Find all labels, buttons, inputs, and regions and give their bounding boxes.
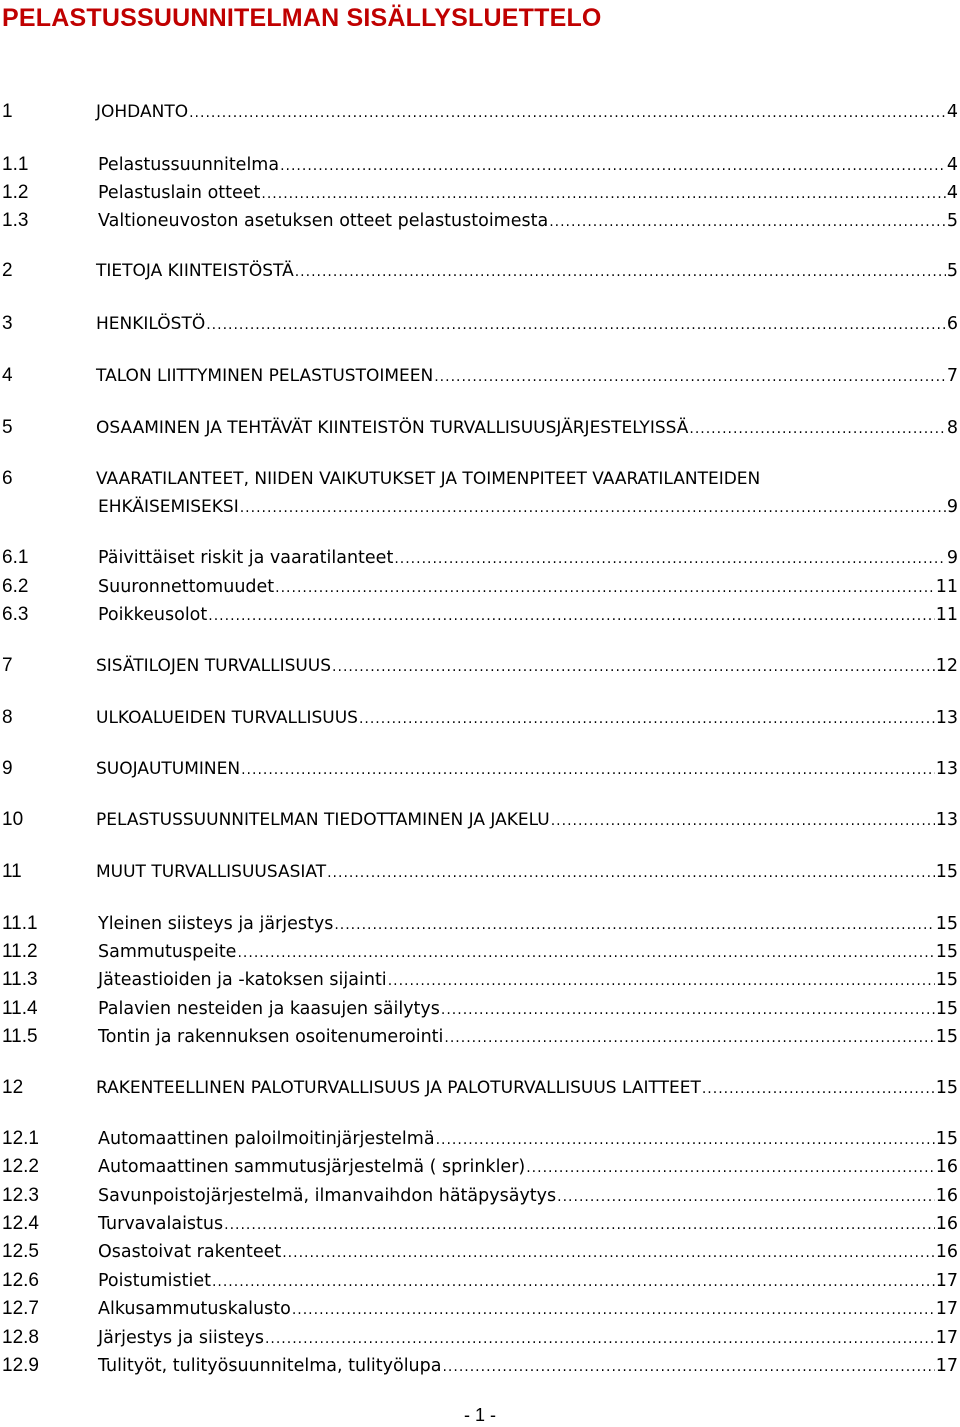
toc-entry-page: 17: [935, 1271, 958, 1291]
toc-entry[interactable]: [2, 939, 958, 965]
toc-entry-page: 15: [935, 1078, 958, 1098]
toc-entry-page: 15: [935, 999, 958, 1019]
toc-entry-number: 3: [2, 313, 13, 334]
toc-entry-page: 11: [935, 577, 958, 597]
toc-entry-number: 11.5: [2, 1026, 38, 1047]
toc-entry-page: 4: [946, 183, 958, 203]
dot-leader: [275, 575, 935, 601]
toc-entry-number: 2: [2, 260, 13, 281]
toc-entry-number: 12.5: [2, 1241, 39, 1262]
toc-entry-number: 8: [2, 707, 13, 728]
dot-leader: [280, 153, 946, 179]
toc-entry-number: 11: [2, 861, 22, 882]
toc-entry-page: 4: [946, 102, 958, 122]
dot-leader: [444, 1025, 934, 1051]
toc-entry-page: 15: [935, 914, 958, 934]
toc-entry-page: 16: [935, 1186, 958, 1206]
toc-entry-label: TALON LIITTYMINEN PELASTUSTOIMEEN: [96, 366, 434, 386]
dot-leader: [208, 603, 934, 629]
toc-entry-page: 8: [946, 418, 958, 438]
dot-leader: [441, 997, 935, 1023]
toc-entry[interactable]: [2, 1075, 958, 1101]
toc-entry-page: 15: [935, 942, 958, 962]
toc-entry-page: 5: [946, 211, 958, 231]
toc-entry[interactable]: [2, 1296, 958, 1322]
dot-leader: [689, 416, 945, 442]
dot-leader: [442, 1354, 934, 1380]
dot-leader: [237, 940, 934, 966]
toc-entry-number: 12.8: [2, 1327, 39, 1348]
toc-entry-page: 13: [935, 759, 958, 779]
toc-entry-label: OSAAMINEN JA TEHTÄVÄT KIINTEISTÖN TURVALLISUUSJÄRJESTELYISSÄ: [96, 418, 689, 438]
toc-entry[interactable]: [2, 152, 958, 178]
toc-entry-label: Poistumistiet: [98, 1271, 211, 1291]
dot-leader: [394, 546, 946, 572]
toc-entry[interactable]: [2, 996, 958, 1022]
dot-leader: [189, 100, 946, 126]
toc-entry-page: 4: [946, 155, 958, 175]
toc-entry-label: Päivittäiset riskit ja vaaratilanteet: [98, 548, 394, 568]
toc-entry-number: 7: [2, 655, 13, 676]
toc-entry[interactable]: [2, 545, 958, 571]
toc-entry-label: JOHDANTO: [96, 102, 189, 122]
toc-entry-label: Automaattinen paloilmoitinjärjestelmä: [98, 1129, 435, 1149]
toc-entry-label: Osastoivat rakenteet: [98, 1242, 282, 1262]
toc-entry-page: 16: [935, 1242, 958, 1262]
toc-entry[interactable]: [2, 807, 958, 833]
toc-entry-number: 12: [2, 1077, 24, 1098]
toc-entry-page: 16: [935, 1214, 958, 1234]
toc-entry-page: 17: [935, 1299, 958, 1319]
toc-entry[interactable]: [2, 1183, 958, 1209]
dot-leader: [295, 259, 946, 285]
toc-entry[interactable]: [2, 911, 958, 937]
toc-entry[interactable]: [2, 1211, 958, 1237]
toc-entry-number: 1.3: [2, 210, 29, 231]
toc-entry-label: Jäteastioiden ja -katoksen sijainti: [98, 970, 387, 990]
dot-leader: [436, 1127, 935, 1153]
dot-leader: [240, 495, 946, 521]
dot-leader: [549, 209, 946, 235]
toc-entry-label: Järjestys ja siisteys: [98, 1328, 264, 1348]
toc-entry-number: 12.4: [2, 1213, 39, 1234]
toc-entry-label: HENKILÖSTÖ: [96, 314, 206, 334]
toc-entry-page: 13: [935, 810, 958, 830]
toc-entry-number: 6.1: [2, 547, 29, 568]
dot-leader: [206, 312, 946, 338]
dot-leader: [526, 1155, 934, 1181]
toc-entry[interactable]: [2, 574, 958, 600]
document-title: PELASTUSSUUNNITELMAN SISÄLLYSLUETTELO: [2, 4, 602, 32]
dot-leader: [702, 1076, 935, 1102]
toc-entry-page: 11: [935, 605, 958, 625]
page-number-footer: - 1 -: [463, 1405, 496, 1425]
toc-entry-number: 10: [2, 809, 24, 830]
toc-entry[interactable]: [2, 1024, 958, 1050]
toc-entry-page: 5: [946, 261, 958, 281]
toc-entry-number: 1: [2, 101, 13, 122]
toc-entry-number: 12.7: [2, 1298, 39, 1319]
toc-entry-page: 12: [935, 656, 958, 676]
toc-entry[interactable]: [2, 180, 958, 206]
toc-entry-continuation[interactable]: [2, 494, 958, 520]
toc-entry[interactable]: [2, 1325, 958, 1351]
toc-entry-page: 17: [935, 1328, 958, 1348]
toc-entry[interactable]: [2, 1268, 958, 1294]
toc-entry[interactable]: [2, 466, 958, 492]
toc-entry-label: Automaattinen sammutusjärjestelmä ( sprinkler): [98, 1157, 526, 1177]
toc-entry-label: ULKOALUEIDEN TURVALLISUUS: [96, 708, 358, 728]
toc-entry-label: RAKENTEELLINEN PALOTURVALLISUUS JA PALOTURVALLISUUS LAITTEET: [96, 1078, 701, 1098]
dot-leader: [261, 181, 945, 207]
toc-entry-label: Valtioneuvoston asetuksen otteet pelastustoimesta: [98, 211, 549, 231]
toc-entry-page: 15: [935, 862, 958, 882]
toc-entry-label: MUUT TURVALLISUUSASIAT: [96, 862, 327, 882]
toc-entry-label: Poikkeusolot: [98, 605, 208, 625]
toc-entry-number: 6: [2, 468, 13, 489]
dot-leader: [327, 860, 935, 886]
toc-entry-label: Pelastussuunnitelma: [98, 155, 280, 175]
toc-entry-page: 9: [946, 497, 958, 517]
dot-leader: [332, 654, 935, 680]
toc-entry-number: 11.1: [2, 913, 38, 934]
dot-leader: [334, 912, 934, 938]
toc-entry-page: 15: [935, 1027, 958, 1047]
toc-entry-number: 12.1: [2, 1128, 39, 1149]
toc-entry[interactable]: [2, 859, 958, 885]
toc-entry-label: Suuronnettomuudet: [98, 577, 275, 597]
toc-entry-number: 1.2: [2, 182, 29, 203]
toc-entry[interactable]: [2, 967, 958, 993]
toc-entry-label: Tontin ja rakennuksen osoitenumerointi: [98, 1027, 444, 1047]
dot-leader: [292, 1297, 935, 1323]
toc-entry[interactable]: [2, 1154, 958, 1180]
toc-entry-label: Sammutuspeite: [98, 942, 237, 962]
toc-entry[interactable]: [2, 653, 958, 679]
toc-entry-number: 11.2: [2, 941, 38, 962]
toc-entry-number: 12.3: [2, 1185, 39, 1206]
toc-entry-number: 6.2: [2, 576, 29, 597]
toc-entry-label: Savunpoistojärjestelmä, ilmanvaihdon hätäpysäytys: [98, 1186, 557, 1206]
toc-entry-page: 9: [946, 548, 958, 568]
toc-entry-label: Pelastuslain otteet: [98, 183, 261, 203]
dot-leader: [434, 364, 946, 390]
toc-entry[interactable]: [2, 1239, 958, 1265]
toc-entry-page: 16: [935, 1157, 958, 1177]
toc-entry-label: TIETOJA KIINTEISTÖSTÄ: [96, 261, 294, 281]
toc-entry-label: VAARATILANTEET, NIIDEN VAIKUTUKSET JA TOIMENPITEET VAARATILANTEIDEN: [96, 469, 761, 489]
toc-entry-page: 7: [946, 366, 958, 386]
toc-entry[interactable]: [2, 602, 958, 628]
toc-entry[interactable]: [2, 705, 958, 731]
dot-leader: [282, 1240, 935, 1266]
toc-entry[interactable]: [2, 208, 958, 234]
toc-entry-label: SUOJAUTUMINEN: [96, 759, 241, 779]
toc-entry-number: 4: [2, 365, 13, 386]
toc-entry-label: SISÄTILOJEN TURVALLISUUS: [96, 656, 332, 676]
toc-entry[interactable]: [2, 258, 958, 284]
toc-entry[interactable]: [2, 1126, 958, 1152]
toc-entry-number: 1.1: [2, 154, 29, 175]
toc-entry-page: 6: [946, 314, 958, 334]
dot-leader: [224, 1212, 935, 1238]
toc-entry-label: PELASTUSSUUNNITELMAN TIEDOTTAMINEN JA JAKELU: [96, 810, 550, 830]
toc-entry[interactable]: [2, 415, 958, 441]
toc-entry-label: Alkusammutuskalusto: [98, 1299, 291, 1319]
toc-entry-number: 12.9: [2, 1355, 39, 1376]
dot-leader: [241, 757, 935, 783]
toc-entry-label: Palavien nesteiden ja kaasujen säilytys: [98, 999, 440, 1019]
toc-entry-number: 6.3: [2, 604, 29, 625]
toc-entry-number: 12.6: [2, 1270, 39, 1291]
dot-leader: [212, 1269, 935, 1295]
toc-entry-number: 5: [2, 417, 13, 438]
toc-entry-page: 17: [935, 1356, 958, 1376]
dot-leader: [388, 968, 935, 994]
toc-entry[interactable]: [2, 1353, 958, 1379]
dot-leader: [265, 1326, 935, 1352]
toc-entry-number: 12.2: [2, 1156, 39, 1177]
toc-entry[interactable]: [2, 311, 958, 337]
toc-entry-number: 11.3: [2, 969, 38, 990]
toc-entry-number: 11.4: [2, 998, 38, 1019]
toc-entry-label: Yleinen siisteys ja järjestys: [98, 914, 334, 934]
toc-entry-page: 15: [935, 1129, 958, 1149]
toc-entry-page: 15: [935, 970, 958, 990]
toc-entry-page: 13: [935, 708, 958, 728]
toc-entry-label: Tulityöt, tulityösuunnitelma, tulityölupa: [98, 1356, 442, 1376]
dot-leader: [557, 1184, 935, 1210]
toc-entry-label-continued: EHKÄISEMISEKSI: [98, 497, 239, 517]
dot-leader: [551, 808, 935, 834]
toc-entry-number: 9: [2, 758, 13, 779]
toc-entry[interactable]: [2, 756, 958, 782]
toc-entry[interactable]: [2, 363, 958, 389]
dot-leader: [359, 706, 935, 732]
toc-entry[interactable]: [2, 99, 958, 125]
toc-entry-label: Turvavalaistus: [98, 1214, 224, 1234]
